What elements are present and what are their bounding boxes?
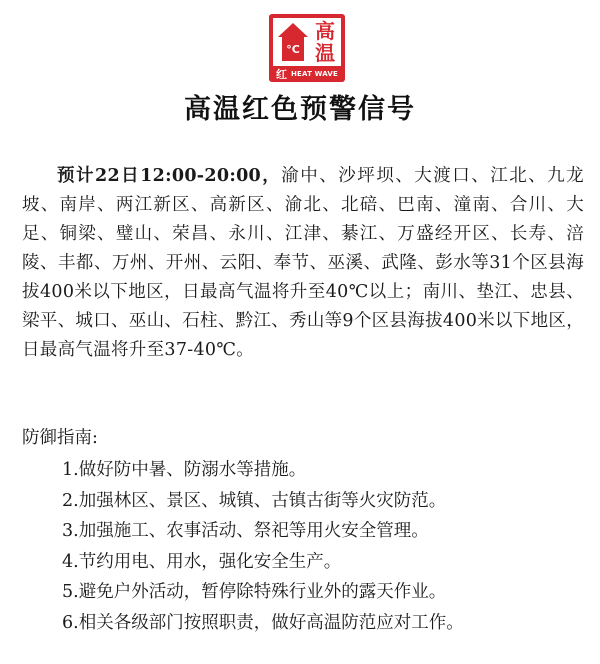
heat-wave-red-signal-icon (269, 14, 345, 82)
defense-guide-heading: 防御指南: (22, 428, 98, 448)
signal-char-1: 高 (315, 19, 335, 43)
guide-item: 2.加强林区、景区、城镇、古镇古街等火灾防范。 (62, 490, 447, 511)
signal-char-2: 温 (315, 41, 335, 65)
signal-icon-panel (273, 18, 341, 66)
defense-guide-list (62, 455, 592, 638)
signal-icon-chars (311, 20, 339, 64)
guide-item: 3.加强施工、农事活动、祭祀等用火安全管理。 (62, 521, 429, 541)
celsius-symbol: °C (286, 43, 300, 56)
warning-body-text: 渝中、沙坪坝、大渡口、江北、九龙坡、南岸、两江新区、高新区、渝北、北碚、巴南、潼南、合川、大足、铜梁、璧山、荣昌、永川、江津、綦江、万盛经开区、长寿、涪陵、丰都、万州、开州、云阳、奉节、巫溪、武隆、彭水等31个区县海拔400米以下地区，日最高气温将升至40℃以上；南川、垫江、忠县、梁平、城口、巫山、石柱、黔江、秀山等9个区县海拔400米以下地区，日最高气温将升至37-40℃。 (22, 166, 584, 360)
warning-body-paragraph (22, 162, 584, 365)
signal-level-char: 红 (275, 68, 287, 81)
thermometer-house-icon (277, 22, 309, 62)
warning-time-lead: 预计22日12:00-20:00， (57, 166, 282, 186)
guide-item: 4.节约用电、用水，强化安全生产。 (62, 551, 342, 572)
signal-english-label: HEAT WAVE (290, 70, 339, 78)
guide-item: 6.相关各级部门按照职责，做好高温防范应对工作。 (62, 612, 464, 633)
signal-icon-footer (269, 66, 345, 82)
guide-item: 5.避免户外活动，暂停除特殊行业外的露天作业。 (62, 582, 447, 602)
page-title: 高温红色预警信号 (184, 94, 416, 125)
guide-item: 1.做好防中暑、防溺水等措施。 (62, 460, 307, 480)
